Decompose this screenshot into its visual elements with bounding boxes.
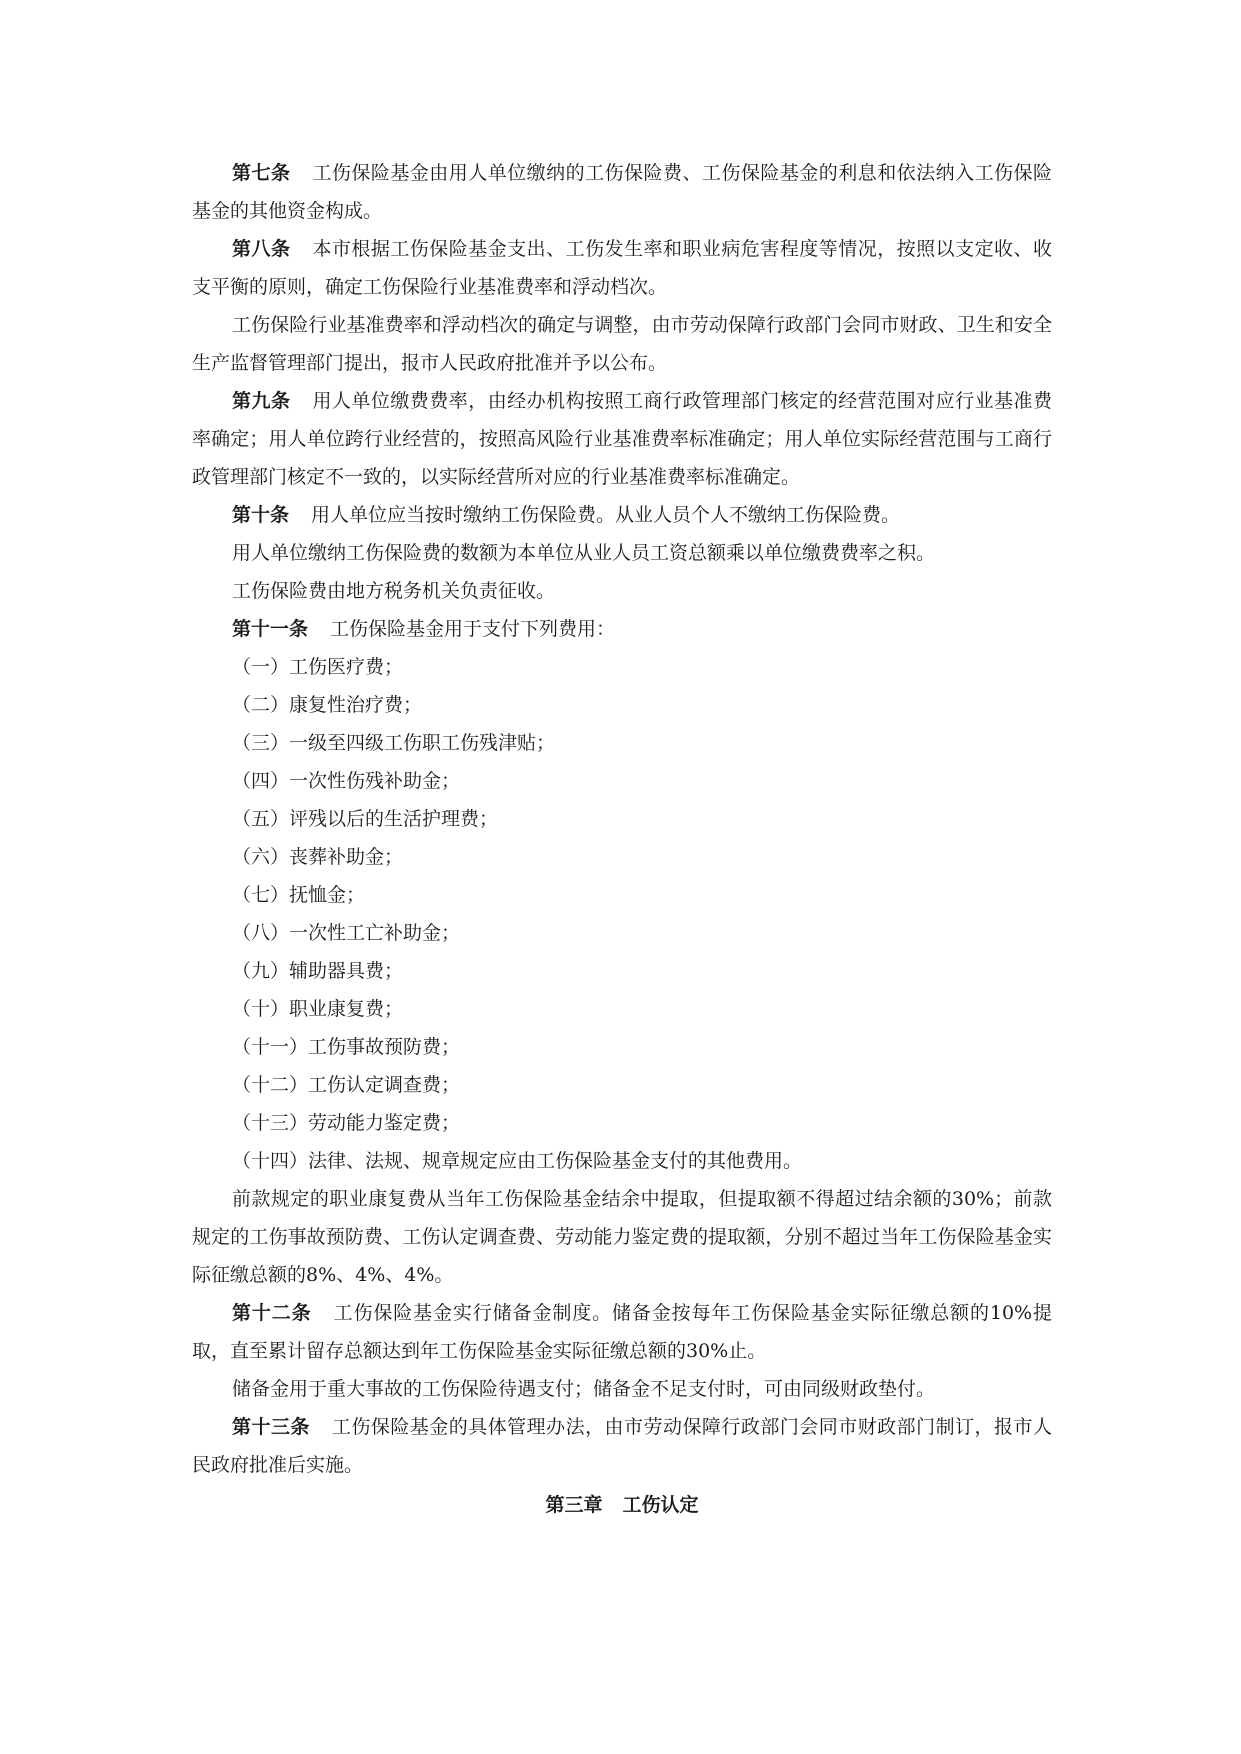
list-item: （八）一次性工亡补助金； (232, 922, 461, 944)
article-text: 用人单位缴费费率，由经办机构按照工商行政管理部门核定的经营范围对应行业基准费率确定；用人单位跨行业经营的，按照高风险行业基准费率标准确定；用人单位实际经营范围与工商行政管理部门核定不一致的，以实际经营所对应的行业基准费率标准确定。 (192, 390, 1052, 488)
article-11 (192, 610, 1052, 648)
article-text: 工伤保险基金实行储备金制度。储备金按每年工伤保险基金实际征缴总额的10%提取，直至累计留存总额达到年工伤保险基金实际征缴总额的30%止。 (192, 1302, 1052, 1362)
list-item: （三）一级至四级工伤职工伤残津贴； (232, 732, 556, 754)
article-number: 第十条 (232, 504, 290, 526)
article-text: 工伤保险基金的具体管理办法，由市劳动保障行政部门会同市财政部门制订，报市人民政府批准后实施。 (192, 1416, 1052, 1476)
article-number: 第七条 (232, 162, 291, 184)
expense-list (192, 648, 1052, 1180)
chapter-heading (192, 1484, 1052, 1524)
article-number: 第十一条 (232, 618, 309, 640)
article-number: 第九条 (232, 390, 291, 412)
list-item: （七）抚恤金； (232, 884, 366, 906)
article-8 (192, 230, 1052, 306)
list-item: （六）丧葬补助金； (232, 846, 404, 868)
article-13 (192, 1408, 1052, 1484)
article-12-paragraph-2: 储备金用于重大事故的工伤保险待遇支付；储备金不足支付时，可由同级财政垫付。 (232, 1378, 936, 1400)
article-7 (192, 154, 1052, 230)
article-text: 本市根据工伤保险基金支出、工伤发生率和职业病危害程度等情况，按照以支定收、收支平衡的原则，确定工伤保险行业基准费率和浮动档次。 (192, 238, 1052, 298)
chapter-number: 第三章 (545, 1494, 603, 1516)
article-10 (192, 496, 1052, 534)
list-item: （十）职业康复费； (232, 998, 404, 1020)
list-item: （九）辅助器具费； (232, 960, 404, 982)
list-item: （十三）劳动能力鉴定费； (232, 1112, 461, 1134)
article-number: 第八条 (232, 238, 291, 260)
list-item: （四）一次性伤残补助金； (232, 770, 461, 792)
article-number: 第十二条 (232, 1302, 312, 1324)
regulation-text (192, 154, 1052, 1524)
article-text: 工伤保险基金由用人单位缴纳的工伤保险费、工伤保险基金的利息和依法纳入工伤保险基金的其他资金构成。 (192, 162, 1052, 222)
article-12 (192, 1294, 1052, 1370)
chapter-title: 工伤认定 (622, 1494, 699, 1516)
article-11-paragraph-2: 前款规定的职业康复费从当年工伤保险基金结余中提取，但提取额不得超过结余额的30%；前款规定的工伤事故预防费、工伤认定调查费、劳动能力鉴定费的提取额，分别不超过当年工伤保险基金实际征缴总额的8%、4%、4%。 (192, 1188, 1052, 1286)
list-item: （五）评残以后的生活护理费； (232, 808, 499, 830)
list-item: （十四）法律、法规、规章规定应由工伤保险基金支付的其他费用。 (232, 1150, 803, 1172)
list-item: （十一）工伤事故预防费； (232, 1036, 461, 1058)
article-text: 工伤保险基金用于支付下列费用： (330, 618, 616, 640)
article-10-paragraph-3: 工伤保险费由地方税务机关负责征收。 (232, 580, 556, 602)
list-item: （一）工伤医疗费； (232, 656, 404, 678)
article-10-paragraph-2: 用人单位缴纳工伤保险费的数额为本单位从业人员工资总额乘以单位缴费费率之积。 (232, 542, 936, 564)
article-8-paragraph-2: 工伤保险行业基准费率和浮动档次的确定与调整，由市劳动保障行政部门会同市财政、卫生和安全生产监督管理部门提出，报市人民政府批准并予以公布。 (192, 314, 1052, 374)
article-number: 第十三条 (232, 1416, 310, 1438)
list-item: （十二）工伤认定调查费； (232, 1074, 461, 1096)
article-text: 用人单位应当按时缴纳工伤保险费。从业人员个人不缴纳工伤保险费。 (311, 504, 901, 526)
list-item: （二）康复性治疗费； (232, 694, 423, 716)
article-9 (192, 382, 1052, 496)
